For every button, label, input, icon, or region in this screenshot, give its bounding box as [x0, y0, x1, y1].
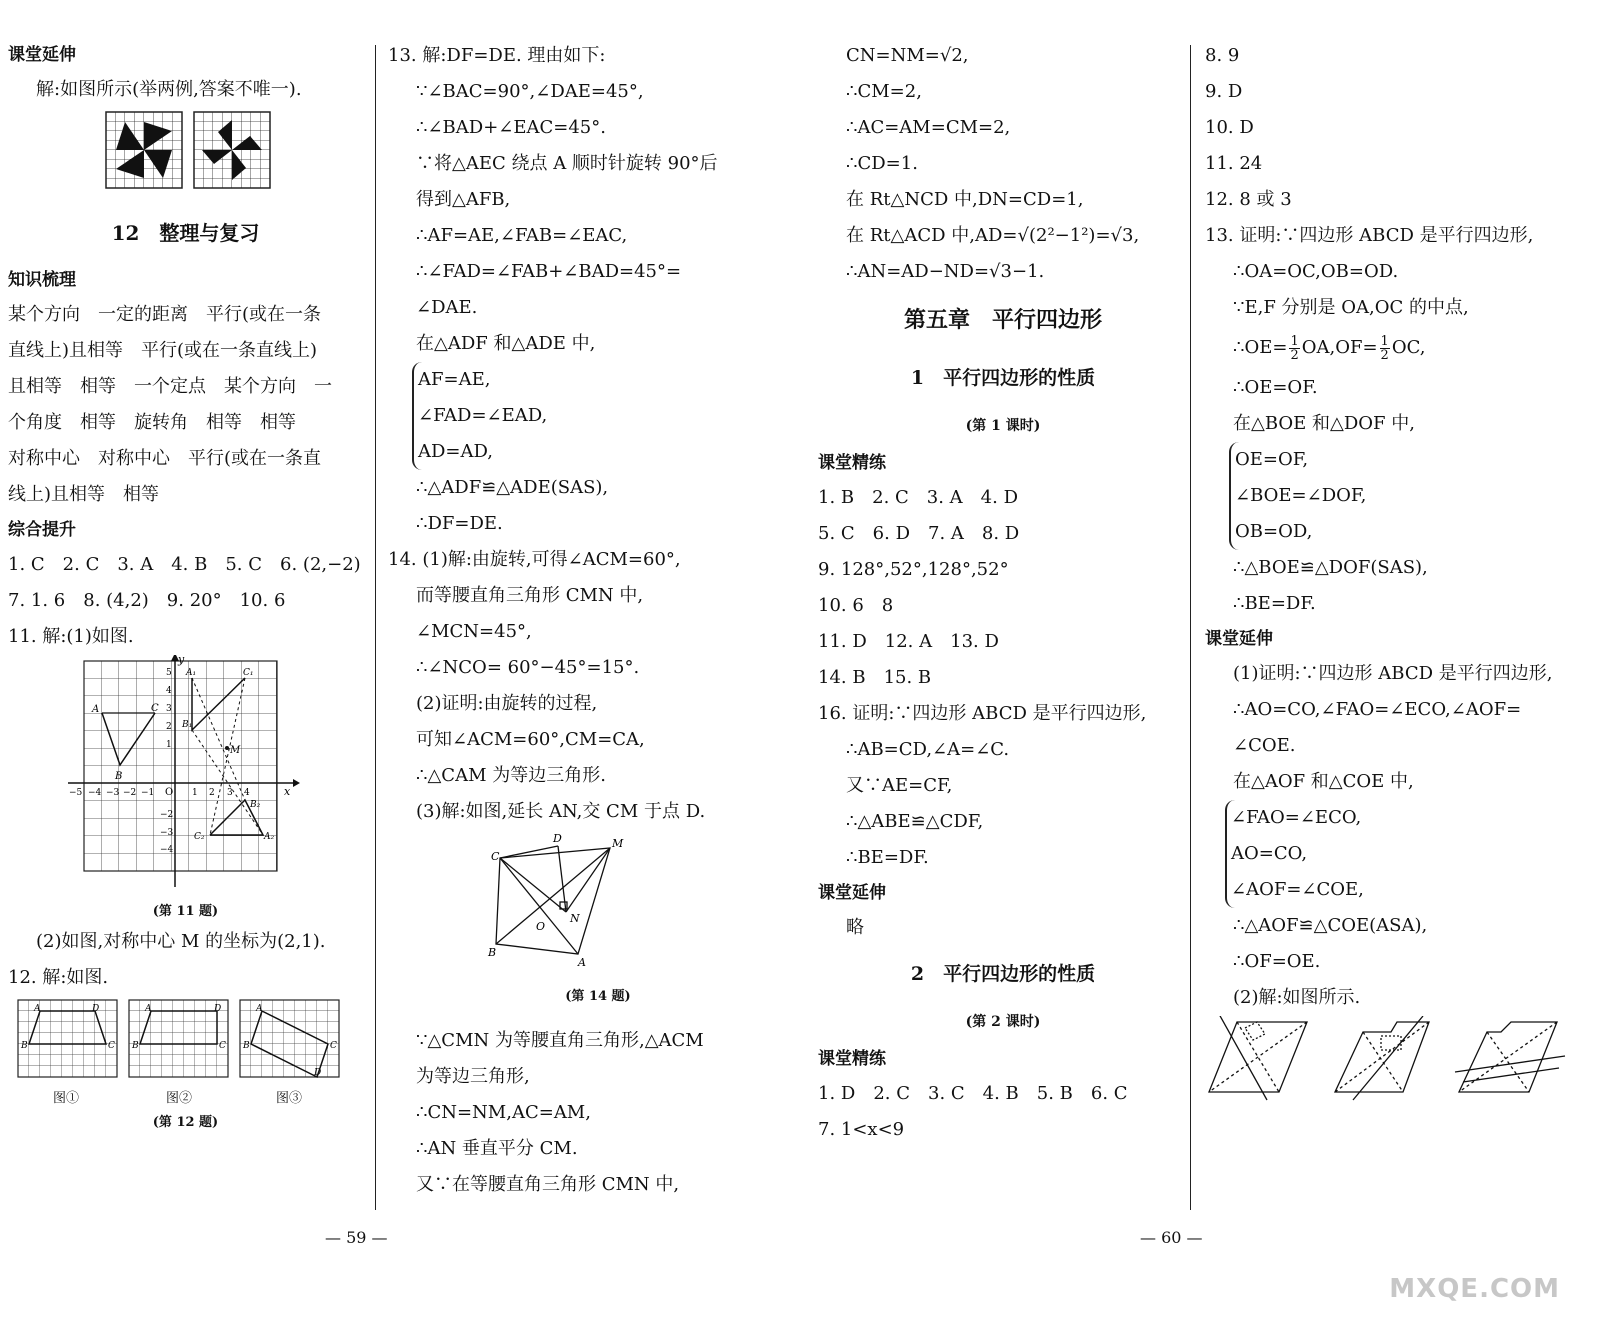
svg-text:−3: −3	[106, 788, 120, 798]
text-line: ∠COE.	[1233, 735, 1296, 756]
equation-brace	[1225, 800, 1593, 908]
text-line: 直线上)且相等 平行(或在一条直线上)	[8, 340, 318, 361]
text-line: 在△AOF 和△COE 中,	[1233, 771, 1414, 792]
answer-line: 9. D	[1205, 81, 1243, 102]
text-line: ∴CD=1.	[846, 153, 918, 174]
text-line: ∴AN 垂直平分 CM.	[416, 1138, 578, 1159]
answer-line: 1. D 2. C 3. C 4. B 5. B 6. C	[818, 1083, 1128, 1104]
answer-line: 11. 24	[1205, 153, 1263, 174]
svg-text:2: 2	[209, 788, 215, 798]
svg-text:B: B	[243, 1041, 250, 1051]
section-heading: 知识梳理	[8, 270, 76, 290]
text-line: ∴∠BAD+∠EAC=45°.	[416, 117, 606, 138]
text-line: 在△BOE 和△DOF 中,	[1233, 413, 1415, 434]
fraction-denominator: 2	[1380, 347, 1389, 363]
svg-text:C: C	[491, 850, 500, 863]
answer-line: 14. B 15. B	[818, 667, 932, 688]
answer-line: 7. 1. 6 8. (4,2) 9. 20° 10. 6	[8, 590, 286, 611]
text-line: AD=AD,	[418, 441, 494, 462]
text-fragment: OC,	[1391, 337, 1426, 358]
svg-text:−2: −2	[123, 788, 137, 798]
text-line: ∠BOE=∠DOF,	[1235, 485, 1367, 506]
text-line: ∴OF=OE.	[1233, 951, 1321, 972]
fraction-numerator: 1	[1380, 333, 1389, 349]
text-line: ∴△ABE≌△CDF,	[846, 811, 984, 832]
text-line: (2)证明:由旋转的过程,	[416, 693, 598, 714]
text-line: ∴AO=CO,∠FAO=∠ECO,∠AOF=	[1233, 699, 1522, 720]
column-1	[8, 38, 363, 1135]
text-line: ∴BE=DF.	[1233, 593, 1316, 614]
svg-text:D: D	[214, 1004, 222, 1014]
text-line: ∠DAE.	[416, 297, 478, 318]
text-line: ∠AOF=∠COE,	[1231, 879, 1364, 900]
svg-text:A₂: A₂	[264, 832, 275, 842]
text-line: ∴CM=2,	[846, 81, 922, 102]
text-line: 且相等 相等 一个定点 某个方向 一	[8, 376, 332, 397]
text-line: OB=OD,	[1235, 521, 1313, 542]
column-divider	[1190, 45, 1191, 1210]
lesson-subtitle: (第 1 课时)	[965, 418, 1041, 434]
svg-text:1: 1	[166, 740, 172, 750]
pinwheel-figures	[8, 108, 363, 198]
svg-text:−4: −4	[160, 845, 174, 855]
svg-text:D: D	[92, 1004, 100, 1014]
text-line: ∴OE=OF.	[1233, 377, 1318, 398]
svg-text:M: M	[612, 837, 624, 850]
text-line: 得到△AFB,	[416, 189, 511, 210]
watermark: MXQE.COM	[1389, 1274, 1560, 1304]
svg-text:N: N	[570, 912, 580, 925]
text-line: ∴△CAM 为等边三角形.	[416, 765, 606, 786]
fraction-denominator: 2	[1290, 347, 1299, 363]
column-divider	[375, 45, 376, 1210]
geometry-figure-14	[388, 830, 808, 980]
text-line: 又∵在等腰直角三角形 CMN 中,	[416, 1174, 680, 1195]
svg-text:B: B	[21, 1041, 28, 1051]
text-fragment: OA,OF=	[1301, 337, 1378, 358]
svg-text:B₂: B₂	[250, 800, 261, 810]
figure-caption: (第 11 题)	[152, 904, 219, 919]
figure-caption: (第 14 题)	[565, 989, 631, 1004]
text-line: ∵∠BAC=90°,∠DAE=45°,	[416, 81, 644, 102]
svg-text:3: 3	[227, 788, 233, 798]
text-line: 又∵AE=CF,	[846, 775, 953, 796]
svg-text:A: A	[145, 1004, 152, 1014]
text-line: ∵将△AEC 绕点 A 顺时针旋转 90°后	[416, 153, 718, 174]
svg-text:1: 1	[192, 788, 198, 798]
text-line: ∴△AOF≌△COE(ASA),	[1233, 915, 1428, 936]
svg-text:C₂: C₂	[194, 832, 205, 842]
fraction-line	[1205, 326, 1593, 370]
text-line: 个角度 相等 旋转角 相等 相等	[8, 412, 296, 433]
section-heading: 课堂精练	[818, 453, 886, 473]
text-line: CN=NM=√2,	[846, 45, 969, 66]
answer-line: 13. 解:DF=DE. 理由如下:	[388, 45, 606, 66]
text-line: ∴AB=CD,∠A=∠C.	[846, 739, 1010, 760]
svg-text:−2: −2	[160, 810, 174, 820]
svg-text:−1: −1	[141, 788, 155, 798]
text-line: ∴CN=NM,AC=AM,	[416, 1102, 591, 1123]
svg-text:−3: −3	[160, 828, 174, 838]
column-2	[388, 38, 808, 1203]
text-line: 略	[846, 917, 864, 938]
fraction-numerator: 1	[1290, 333, 1299, 349]
answer-line: 5. C 6. D 7. A 8. D	[818, 523, 1020, 544]
svg-text:C: C	[219, 1041, 226, 1051]
text-line: 线上)且相等 相等	[8, 484, 160, 505]
text-line: ∴OA=OC,OB=OD.	[1233, 261, 1399, 282]
figure-label: 图①	[53, 1091, 80, 1106]
svg-text:B: B	[115, 771, 123, 782]
fraction	[1289, 335, 1299, 362]
text-line: ∴△ADF≌△ADE(SAS),	[416, 477, 609, 498]
text-line: ∴∠NCO= 60°−45°=15°.	[416, 657, 640, 678]
section-heading: 课堂精练	[818, 1049, 886, 1069]
answer-line: 1. C 2. C 3. A 4. B 5. C 6. (2,−2)	[8, 554, 361, 575]
svg-text:O: O	[165, 787, 174, 798]
text-line: ∴AC=AM=CM=2,	[846, 117, 1011, 138]
text-line: 为等边三角形,	[416, 1066, 530, 1087]
svg-text:4: 4	[244, 788, 250, 798]
parallelogram-figures	[1205, 1016, 1593, 1106]
text-line: 可知∠ACM=60°,CM=CA,	[416, 729, 645, 750]
section-heading: 课堂延伸	[8, 45, 76, 65]
answer-line: (2)如图,对称中心 M 的坐标为(2,1).	[36, 931, 326, 952]
text-line: (1)证明:∵四边形 ABCD 是平行四边形,	[1233, 663, 1553, 684]
section-title: 12 整理与复习	[111, 221, 260, 245]
svg-text:A: A	[256, 1004, 263, 1014]
answer-line: 9. 128°,52°,128°,52°	[818, 559, 1009, 580]
text-line: ∴AN=AD−ND=√3−1.	[846, 261, 1045, 282]
answer-line: 1. B 2. C 3. A 4. D	[818, 487, 1019, 508]
answer-line: 解:如图所示(举两例,答案不唯一).	[36, 79, 302, 100]
answer-line: 16. 证明:∵四边形 ABCD 是平行四边形,	[818, 703, 1147, 724]
coordinate-grid-figure	[8, 655, 363, 895]
answer-line: 7. 1<x<9	[818, 1119, 905, 1140]
figure-caption: (第 12 题)	[152, 1115, 219, 1130]
answer-line: 12. 8 或 3	[1205, 189, 1292, 210]
svg-text:y: y	[178, 655, 185, 666]
svg-text:2: 2	[166, 722, 172, 732]
page-number: — 59 —	[325, 1228, 388, 1247]
svg-text:D: D	[314, 1068, 322, 1078]
figure-label: 图②	[166, 1091, 193, 1106]
svg-text:A: A	[92, 704, 100, 715]
page-number: — 60 —	[1140, 1228, 1203, 1247]
text-line: ∴△BOE≌△DOF(SAS),	[1233, 557, 1428, 578]
svg-text:B: B	[132, 1041, 139, 1051]
text-line: ∴AF=AE,∠FAB=∠EAC,	[416, 225, 628, 246]
answer-line: 12. 解:如图.	[8, 967, 109, 988]
text-line: 某个方向 一定的距离 平行(或在一条	[8, 304, 322, 325]
text-line: 在 Rt△NCD 中,DN=CD=1,	[846, 189, 1084, 210]
svg-text:C: C	[151, 703, 159, 714]
text-line: ∠FAD=∠EAD,	[418, 405, 548, 426]
section-title: 2 平行四边形的性质	[910, 963, 1096, 985]
text-line: 而等腰直角三角形 CMN 中,	[416, 585, 644, 606]
answer-line: 13. 证明:∵四边形 ABCD 是平行四边形,	[1205, 225, 1534, 246]
fraction	[1380, 335, 1390, 362]
svg-text:D: D	[553, 832, 562, 845]
equation-brace	[412, 362, 808, 470]
text-line: (3)解:如图,延长 AN,交 CM 于点 D.	[416, 801, 706, 822]
answer-line: 10. D	[1205, 117, 1254, 138]
answer-line: 11. 解:(1)如图.	[8, 626, 134, 647]
answer-line: 10. 6 8	[818, 595, 894, 616]
text-line: ∴∠FAD=∠FAB+∠BAD=45°=	[416, 261, 682, 282]
svg-text:−5: −5	[69, 788, 83, 798]
svg-text:x: x	[284, 785, 291, 798]
lesson-subtitle: (第 2 课时)	[965, 1014, 1041, 1030]
equation-brace	[1229, 442, 1593, 550]
text-line: ∵△CMN 为等腰直角三角形,△ACM	[416, 1030, 704, 1051]
answer-line: 14. (1)解:由旋转,可得∠ACM=60°,	[388, 549, 681, 570]
grid-figures-12	[8, 996, 363, 1082]
column-3	[818, 38, 1188, 1148]
svg-text:C: C	[108, 1041, 115, 1051]
svg-text:M: M	[230, 745, 241, 756]
figure-label: 图③	[276, 1091, 303, 1106]
section-heading: 课堂延伸	[1205, 629, 1273, 649]
svg-text:B: B	[488, 946, 497, 959]
section-heading: 课堂延伸	[818, 883, 886, 903]
svg-text:A: A	[578, 956, 586, 969]
text-line: ∴DF=DE.	[416, 513, 503, 534]
section-heading: 综合提升	[8, 520, 76, 540]
svg-text:C₁: C₁	[243, 668, 254, 678]
section-title: 1 平行四边形的性质	[910, 367, 1096, 389]
answer-line: 8. 9	[1205, 45, 1240, 66]
text-line: 对称中心 对称中心 平行(或在一条直	[8, 448, 322, 469]
text-line: AO=CO,	[1231, 843, 1308, 864]
answer-line: 11. D 12. A 13. D	[818, 631, 999, 652]
svg-text:−4: −4	[88, 788, 102, 798]
svg-text:3: 3	[166, 704, 172, 714]
svg-text:5: 5	[166, 668, 172, 678]
chapter-title: 第五章 平行四边形	[903, 307, 1102, 333]
text-line: ∴BE=DF.	[846, 847, 929, 868]
text-line: (2)解:如图所示.	[1233, 987, 1361, 1008]
svg-text:A₁: A₁	[186, 668, 197, 678]
text-line: OE=OF,	[1235, 449, 1309, 470]
svg-text:A: A	[34, 1004, 41, 1014]
text-line: ∠FAO=∠ECO,	[1231, 807, 1362, 828]
text-line: ∵E,F 分别是 OA,OC 的中点,	[1233, 297, 1469, 318]
column-4	[1205, 38, 1593, 1111]
svg-text:4: 4	[166, 686, 172, 696]
text-line: AF=AE,	[418, 369, 491, 390]
text-line: ∠MCN=45°,	[416, 621, 532, 642]
text-line: 在△ADF 和△ADE 中,	[416, 333, 596, 354]
text-fragment: ∴OE=	[1233, 337, 1288, 358]
svg-text:B₁: B₁	[182, 720, 193, 730]
svg-text:C: C	[330, 1041, 337, 1051]
text-line: 在 Rt△ACD 中,AD=√(2²−1²)=√3,	[846, 225, 1140, 246]
svg-text:O: O	[536, 920, 546, 933]
